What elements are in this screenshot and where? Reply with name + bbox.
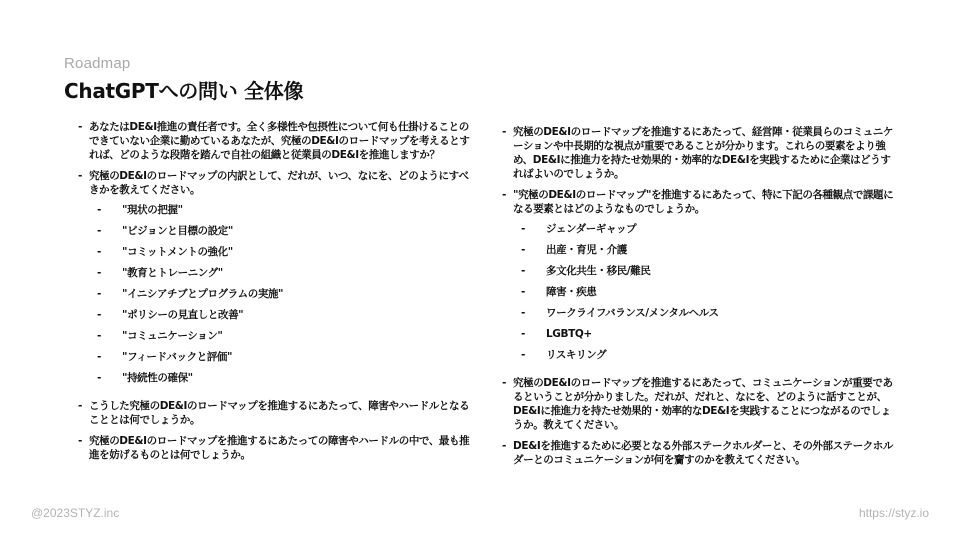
question-text: 究極のDE&Iのロードマップを推進するにあたって、経営陣・従業員らのコミュニケーションや中長期的な視点が重要であることが分かります。これらの要素をより強め、DE&Iに推進力を持たせ効果的・効率的なDE&Iを実践するために企業はどうすればよいのでしょうか。 [513, 126, 894, 180]
list-item: - LGBTQ+ [521, 327, 900, 348]
question-text: あなたはDE&I推進の責任者です。全く多様性や包摂性について何も仕掛けることのできていない企業に勤めているあなたが、究極のDE&Iのロードマップを考えるとすれば、どのような段階を踏んで自社の組織と従業員のDE&Iを推進しますか？ [89, 121, 470, 161]
site-url: https://styz.io [858, 506, 929, 520]
list-item: - "教育とトレーニング" [97, 266, 476, 287]
page-title: ChatGPTへの問い 全体像 [64, 79, 304, 103]
list-item: - "イニシアチブとプログラムの実施" [97, 287, 476, 308]
section-label: Roadmap [64, 55, 131, 72]
list-item: - リスキリング [521, 348, 900, 369]
perspective-list [513, 222, 900, 369]
question-text: 究極のDE&Iのロードマップを推進するにあたっての障害やハードルの中で、最も推進を妨げるものとは何でしょうか。 [89, 435, 470, 461]
question-text: 究極のDE&Iのロードマップの内訳として、だれが、いつ、なにを、どのようにすべきかを教えてください。 [89, 170, 469, 196]
question-text: 究極のDE&Iのロードマップを推進するにあたって、コミュニケーションが重要であるということが分かりました。だれが、だれと、なにを、どのように話すことが、DE&Iに推進力を持たせ効果的・効率的なDE&Iを実践することにつながるのでしょうか。教えてください。 [513, 377, 893, 431]
right-question-list [502, 125, 900, 474]
list-item: - "フィードバックと評価" [97, 350, 476, 371]
list-item: - "ポリシーの見直しと改善" [97, 308, 476, 329]
question-text: こうした究極のDE&Iのロードマップを推進するにあたって、障害やハードルとなることとは何でしょうか。 [89, 400, 470, 426]
list-item: - "持続性の確保" [97, 371, 476, 392]
list-item: - "コミットメントの強化" [97, 245, 476, 266]
question-item [502, 188, 900, 369]
copyright: @2023STYZ.inc [31, 506, 120, 520]
question-item [78, 169, 476, 392]
list-item: - 障害・疾患 [521, 285, 900, 306]
question-text: "究極のDE&Iのロードマップ"を推進するにあたって、特に下記の各種観点で課題になる要素とはどのようなものでしょうか。 [513, 189, 894, 215]
list-item: - ワークライフバランス/メンタルヘルス [521, 306, 900, 327]
question-item [78, 399, 476, 427]
question-item [502, 439, 900, 467]
list-item: - "現状の把握" [97, 203, 476, 224]
list-item: - ジェンダーギャップ [521, 222, 900, 243]
list-item: - 多文化共生・移民/難民 [521, 264, 900, 285]
question-item [502, 125, 900, 181]
list-item: - 出産・育児・介護 [521, 243, 900, 264]
left-question-list [78, 120, 476, 469]
roadmap-phase-list [89, 203, 476, 392]
question-item [502, 376, 900, 432]
list-item: - "コミュニケーション" [97, 329, 476, 350]
question-item [78, 434, 476, 462]
question-item [78, 120, 476, 162]
list-item: - "ビジョンと目標の設定" [97, 224, 476, 245]
question-text: DE&Iを推進するために必要となる外部ステークホルダーと、その外部ステークホルダーとのコミュニケーションが何を齎すのかを教えてください。 [513, 440, 894, 466]
